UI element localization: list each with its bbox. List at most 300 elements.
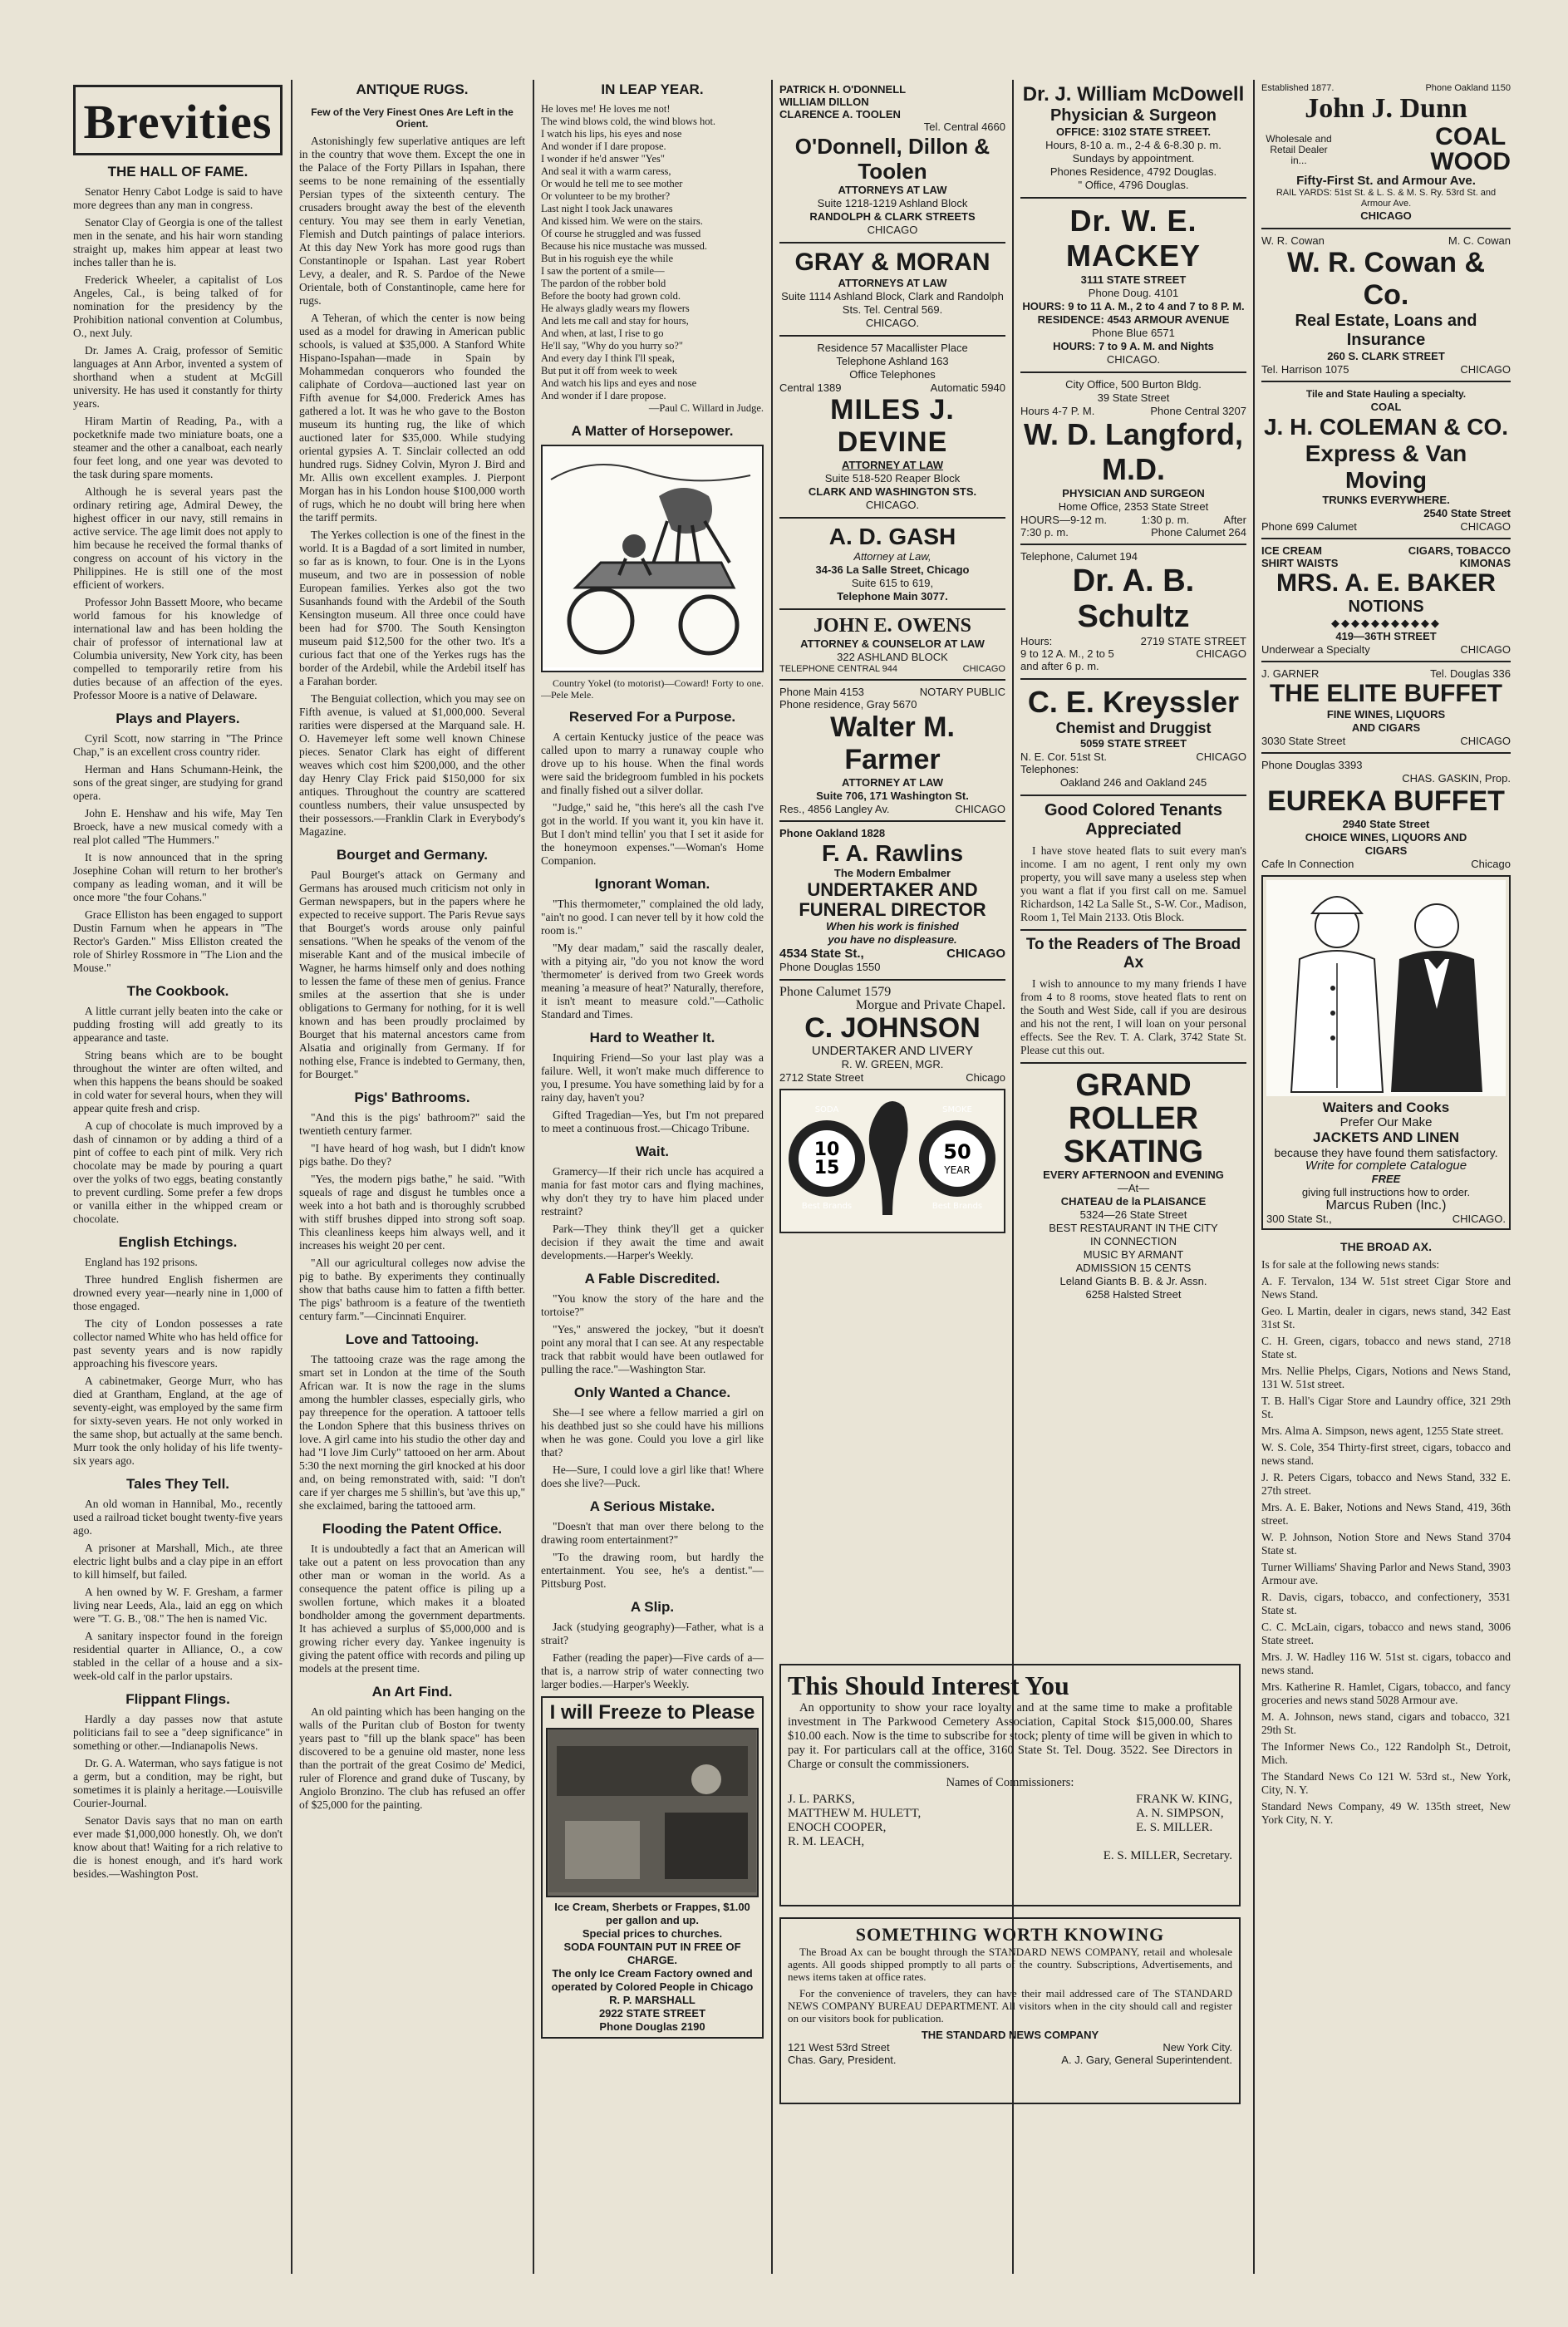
poem-line: Of course he struggled and was fussed <box>541 228 701 239</box>
johnson-name: C. JOHNSON <box>804 1012 981 1044</box>
gray-moran-role: ATTORNEYS AT LAW <box>838 277 947 289</box>
divider <box>1020 678 1246 680</box>
poem-line: And watch his lips and eyes and nose <box>541 377 697 389</box>
odonnell-addr2: RANDOLPH & CLARK STREETS <box>809 210 976 223</box>
ruben-l8: Marcus Ruben (Inc.) <box>1325 1198 1447 1213</box>
poem-line: And lets me call and stay for hours, <box>541 315 689 327</box>
seal-right-year: YEAR <box>944 1164 971 1176</box>
johnson-addr <box>779 1071 1005 1084</box>
divider <box>779 679 1005 681</box>
devine-addr1: Suite 518-520 Reaper Block <box>824 472 961 485</box>
divider <box>779 608 1005 610</box>
poem-line: Or volunteer to be my brother? <box>541 190 671 202</box>
news-stand-entry: Mrs. J. W. Hadley 116 W. 51st st. cigars, tobacco and news stand. <box>1261 1651 1511 1676</box>
brevities-masthead: Brevities <box>73 85 283 155</box>
worth-officers <box>788 2054 1232 2066</box>
wait-heading: Wait. <box>636 1144 669 1159</box>
worth-addr <box>788 2041 1232 2054</box>
paragraph: Cyril Scott, now starring in "The Prince Chap," is an excellent cross country rider. <box>73 732 283 758</box>
poem-line: But in his roguish eye the while <box>541 253 674 264</box>
cowan-firm: W. R. Cowan & Co. <box>1287 247 1485 311</box>
freeze-line: Ice Cream, Sherbets or Frappes, $1.00 per gallon and up. <box>554 1901 750 1926</box>
commissioner-name: E. S. MILLER. <box>1136 1821 1213 1834</box>
slip-body <box>541 1621 764 1691</box>
tobacco-ad-image <box>779 1089 1005 1233</box>
odonnell-ad <box>779 83 1005 237</box>
freeze-lines <box>546 1901 759 2034</box>
elite-street: 3030 State Street <box>1261 735 1346 747</box>
poem-line: I wonder if he'd answer "Yes" <box>541 153 666 165</box>
devine-central: Central 1389 <box>779 381 842 394</box>
poem-line: He'll say, "Why do you hurry so?" <box>541 340 683 352</box>
gray-moran-addr: Suite 1114 Ashland Block, Clark and Randolph Sts. Tel. Central 569. <box>781 290 1004 316</box>
news-stand-entry: R. Davis, cigars, tobacco, and confectionery, 3531 State st. <box>1261 1591 1511 1616</box>
schultz-hours2 <box>1020 647 1246 660</box>
leap-year-heading: IN LEAP YEAR. <box>601 81 704 97</box>
johnson-city: Chicago <box>966 1071 1005 1084</box>
ruben-city: CHICAGO. <box>1452 1213 1506 1225</box>
kreyssler-name: C. E. Kreyssler <box>1027 685 1240 719</box>
news-stand-entry: W. S. Cole, 354 Thirty-first street, cigars, tobacco and news stand. <box>1261 1441 1511 1467</box>
skating-l11: ADMISSION 15 CENTS <box>1075 1262 1192 1274</box>
broadax-heading: THE BROAD AX. <box>1340 1240 1432 1253</box>
paragraph: "Yes, the modern pigs bathe," he said. "With squeals of rage and disgust he tumbles once a week into a hot bath and is thoroughly scrubbed with stiff brushes dipped into strong soft soap. This cleanliness keeps him always well, and it increases his weight 20 per cent. <box>299 1173 525 1252</box>
paragraph: Dr. James A. Craig, professor of Semitic languages at Ann Arbor, invented a system of shorthand when a student at McGill university. He has used it constantly for thirty years. <box>73 344 283 410</box>
waiter-cook-illustration <box>1266 880 1506 1096</box>
column-1 <box>73 80 283 2290</box>
mcdowell-role: Physician & Surgeon <box>1049 106 1217 125</box>
cowan-phone: Tel. Harrison 1075 <box>1261 363 1349 376</box>
news-stand-entry: The Informer News Co., 122 Randolph St., Detroit, Mich. <box>1261 1740 1511 1766</box>
farmer-res <box>779 803 1005 815</box>
rawlins-slogan2: you have no displeasure. <box>828 933 957 946</box>
gray-moran-city: CHICAGO. <box>865 317 920 329</box>
eureka-city: Chicago <box>1471 858 1511 870</box>
mackey-phone: Phone Doug. 4101 <box>1088 287 1179 299</box>
paragraph: "All our agricultural colleges now advise the pig to bathe. By experiments they continually show that baths cause him to fatten a fifth better. The pigs' bathroom is a feature of the twentieth century farm."—Cincinnati Enquirer. <box>299 1257 525 1322</box>
attorney-name: PATRICK H. O'DONNELL <box>779 83 907 96</box>
dunn-est <box>1261 83 1511 93</box>
divider <box>1261 228 1511 229</box>
mackey-res: RESIDENCE: 4543 ARMOUR AVENUE <box>1037 313 1230 326</box>
column-rule <box>1253 80 1255 2274</box>
broadax-intro: Is for sale at the following news stands: <box>1261 1258 1440 1271</box>
devine-top4 <box>779 381 1005 394</box>
skating-l8: BEST RESTAURANT IN THE CITY <box>1049 1222 1218 1234</box>
devine-top2: Telephone Ashland 163 <box>836 355 949 367</box>
paragraph: Astonishingly few superlative antiques are left in the country that wove them. Except the one in the Palace of the Forty Pillars in Ispahan, there seems to be none remaining of the essentially Persian types of the sixteenth century. The crusaders brought away the best of the eleventh century. You may see them in early Venetian, Flemish and Dutch paintings of palace interiors. At this day New York has more good rugs than Constantinople or Ispahan. Last year Robert Levy, a dealer, and R. S. Pardoe of the Newe Orientale, both of Constantinople, came here for rugs. <box>299 135 525 307</box>
farmer-addr: Suite 706, 171 Washington St. <box>816 790 969 802</box>
divider <box>1020 929 1246 931</box>
ruben-l4: because they have found them satisfactory. <box>1274 1146 1498 1159</box>
dunn-addr: Fifty-First St. and Armour Ave. <box>1296 174 1476 188</box>
paragraph: Herman and Hans Schumann-Heink, the sons of the great singer, are studying for grand opera. <box>73 763 283 802</box>
reserved-heading: Reserved For a Purpose. <box>568 709 736 725</box>
coleman-top: Tile and State Hauling a specialty. <box>1305 388 1467 400</box>
schultz-tel: Telephone, Calumet 194 <box>1020 550 1138 563</box>
worth-street: 121 West 53rd Street <box>788 2041 890 2054</box>
farmer-top <box>779 686 1005 698</box>
dunn-established: Established 1877. <box>1261 83 1335 93</box>
elite-ad <box>1261 667 1511 747</box>
paragraph: Inquiring Friend—So your last play was a failure. Well, it won't make much difference to you, I presume. You have something laid by for a rainy day, haven't you? <box>541 1051 764 1104</box>
kreyssler-addr: 5059 STATE STREET <box>1079 737 1187 750</box>
odonnell-names <box>779 83 1005 121</box>
plays-heading: Plays and Players. <box>116 711 240 726</box>
paragraph: He—Sure, I could love a girl like that! Where does she live?—Puck. <box>541 1464 764 1489</box>
seal-left-lower: 15 <box>813 1158 840 1178</box>
baker-under-row <box>1261 643 1511 656</box>
tales-body <box>73 1498 283 1683</box>
paragraph: "My dear madam," said the rascally dealer, with a pitying air, "do you not know the word 'thermometer' is derived from two Greek words meaning 'a measure of heat?' Naturally, therefore, it isn't meant to measure cold."—Catholic Standard and Times. <box>541 942 764 1021</box>
mackey-name: Dr. W. E. MACKEY <box>1065 204 1201 273</box>
poem-line: And seal it with a warm caress, <box>541 165 671 177</box>
freeze-line: 2922 STATE STREET <box>598 2007 706 2020</box>
seal-right-bottom: Best Brands <box>931 1202 983 1211</box>
worth-body2: For the convenience of travelers, they can have their mail addressed care of The STANDARD NEWS COMPANY BUREAU DEPARTMENT. All visitors when in the city should call and register on our visitors book for publication. <box>788 1987 1232 2024</box>
paragraph: The Benguiat collection, which you may see on Fifth avenue, is valued at $1,000,000. Several rarities were dispersed at the Marquand sale. H. O. Havemeyer left some well known Chinese pieces. Senator Clark has eight of different weaves which cost him $200,000, and the other day Henry Clay Frick paid $150,000 for six antiques. Throughout the country are scattered countless numbers, their value unsuspected by their possessors.—Franklin Clark in Everybody's Magazine. <box>299 692 525 838</box>
gash-addr: 34-36 La Salle Street, Chicago <box>815 563 970 576</box>
farmer-phone-res: Phone residence, Gray 5670 <box>779 698 917 711</box>
eureka-phone: Phone Douglas 3393 <box>1261 759 1363 771</box>
cowan-addr: 260 S. CLARK STREET <box>1327 350 1445 362</box>
baker-under: Underwear a Specialty <box>1261 643 1370 656</box>
chance-body <box>541 1406 764 1490</box>
weather-heading: Hard to Weather It. <box>589 1030 715 1045</box>
gash-role: Attorney at Law, <box>853 550 931 563</box>
paragraph: "To the drawing room, but hardly the entertainment. You see, he's a dentist."—Pittsburg Post. <box>541 1551 764 1590</box>
readers-heading: To the Readers of The Broad Ax <box>1025 936 1241 972</box>
interest-heading: This Should Interest You <box>788 1670 1069 1700</box>
cowan-l2: Insurance <box>1346 331 1426 349</box>
mackey-res-hours: HOURS: 7 to 9 A. M. and Nights <box>1053 340 1214 352</box>
dunn-city: CHICAGO <box>1360 209 1412 222</box>
baker-name: MRS. A. E. BAKER <box>1276 569 1496 597</box>
divider <box>779 335 1005 337</box>
leap-year-credit: —Paul C. Willard in Judge. <box>648 402 764 414</box>
langford-role: PHYSICIAN AND SURGEON <box>1062 487 1205 499</box>
mistake-body <box>541 1520 764 1591</box>
poem-line: Before the booty had grown cold. <box>541 290 681 302</box>
poem-line: And kissed him. We were on the stairs. <box>541 215 703 227</box>
artfind-heading: An Art Find. <box>371 1684 453 1700</box>
paragraph: Three hundred English fishermen are drowned every year—nearly nine in 1,000 of those engaged. <box>73 1273 283 1312</box>
rawlins-slogan1: When his work is finished <box>826 920 959 932</box>
seal-left-top: SODA <box>814 1105 839 1114</box>
paragraph: It is undoubtedly a fact that an American will take out a patent on less provocation than any other man or woman in the world. As a consequence the patent office is piling up a swollen fortune, which makes it a bloated bondholder among the government departments. It has achieved a surplus of $5,000,000 and is growing richer every day. Yankee ingenuity is giving the patent office with records and piling up models at the present time. <box>299 1542 525 1675</box>
kreyssler-corner-addr: N. E. Cor. 51st St. <box>1020 750 1108 763</box>
news-stands-list <box>1261 1275 1511 1827</box>
paragraph: Jack (studying geography)—Father, what is a strait? <box>541 1621 764 1646</box>
divider <box>1020 1062 1246 1064</box>
rugs-subhead: Few of the Very Finest Ones Are Left in the Orient. <box>311 106 514 130</box>
cowan-name-1: W. R. Cowan <box>1261 234 1325 247</box>
freeze-line: SODA FOUNTAIN PUT IN FREE OF CHARGE. <box>563 1941 741 1966</box>
horsepower-heading: A Matter of Horsepower. <box>571 423 734 439</box>
mackey-addr: 3111 STATE STREET <box>1080 273 1187 286</box>
paragraph: Senator Davis says that no man on earth ever made $1,000,000 honestly. Oh, we don't know about that! Waiting for a rich relative to die is honest enough, and it's hard work besides.—Washington Post. <box>73 1814 283 1880</box>
patent-heading: Flooding the Patent Office. <box>322 1521 503 1537</box>
column-6 <box>1261 80 1511 2290</box>
langford-h2 <box>1020 514 1246 526</box>
leap-year-poem <box>541 103 764 402</box>
divider <box>1261 752 1511 754</box>
ruben-ad <box>1261 875 1511 1230</box>
news-stand-entry: W. P. Johnson, Notion Store and News Stand 3704 State st. <box>1261 1531 1511 1557</box>
interest-secretary: E. S. MILLER, Secretary. <box>1103 1849 1232 1862</box>
attorney-name: WILLIAM DILLON <box>779 96 869 108</box>
divider <box>1020 544 1246 545</box>
news-stand-entry: Mrs. Katherine R. Hamlet, Cigars, tobacco, and fancy groceries and news stand 5028 Armour ave. <box>1261 1680 1511 1706</box>
gash-name: A. D. GASH <box>828 524 956 549</box>
commissioners-right <box>1136 1793 1232 1849</box>
slip-heading: A Slip. <box>630 1599 675 1615</box>
paragraph: England has 192 prisons. <box>85 1256 198 1268</box>
paragraph: "Doesn't that man over there belong to the drawing room entertainment?" <box>541 1520 764 1546</box>
baker-ad <box>1261 544 1511 656</box>
langford-home: Home Office, 2353 State Street <box>1058 500 1209 513</box>
paragraph: A little currant jelly beaten into the cake or pudding frosting will add greatly to its appearance and taste. <box>73 1005 283 1044</box>
parlor-icon <box>548 1729 757 1892</box>
commissioner-name: MATTHEW M. HULETT, <box>788 1807 922 1820</box>
column-rule <box>771 80 773 2274</box>
odonnell-tel: Tel. Central 4660 <box>923 121 1005 133</box>
coleman-role: Express & Van Moving <box>1305 440 1467 493</box>
worth-superintendent: A. J. Gary, General Superintendent. <box>1061 2054 1232 2066</box>
mcdowell-phones2: " Office, 4796 Douglas. <box>1078 179 1189 191</box>
bourget-heading: Bourget and Germany. <box>337 847 488 863</box>
paragraph: Although he is several years past the ordinary retiring age, Admiral Dewey, the highest officer in our navy, still remains in active service. The age limit does not apply to him because he received the formal thanks of congress on account of his victory in the Philippines. He is still one of the most efficient of workers. <box>73 485 283 591</box>
divider <box>1261 381 1511 382</box>
paragraph: Frederick Wheeler, a capitalist of Los Angeles, Cal., is being talked of for nomination for the presidency by the Prohibition national convention at Columbus, O., next July. <box>73 273 283 339</box>
rawlins-addr <box>779 947 1005 961</box>
devine-ad <box>779 342 1005 512</box>
rugs-body <box>299 135 525 839</box>
paragraph: An old woman in Hannibal, Mo., recently used a railroad ticket bought twenty-five years ago. <box>73 1498 283 1537</box>
freeze-line: R. P. MARSHALL <box>609 1994 696 2006</box>
gash-suite: Suite 615 to 619, <box>851 577 934 589</box>
ruben-l1: Waiters and Cooks <box>1322 1100 1450 1115</box>
dunn-yards: RAIL YARDS: 51st St. & L. S. & M. S. Ry. 53rd St. and Armour Ave. <box>1276 188 1497 209</box>
dunn-phone: Phone Oakland 1150 <box>1425 83 1511 93</box>
kreyssler-ad <box>1020 685 1246 790</box>
divider <box>779 820 1005 822</box>
odonnell-city: CHICAGO <box>867 224 918 236</box>
coleman-city: CHICAGO <box>1460 520 1511 533</box>
divider <box>779 979 1005 981</box>
skating-l9: IN CONNECTION <box>1090 1235 1177 1247</box>
freeze-heading: I will Freeze to Please <box>549 1701 755 1724</box>
seal-left-bottom: Best Brands <box>801 1202 853 1211</box>
schultz-name: Dr. A. B. Schultz <box>1072 563 1195 634</box>
paragraph: A Teheran, of which the center is now being used as a model for drawing in American public schools, is valued at $35,000. A Stanford White Hispano-Ispahan—made in Spain by Mohammedan conquerors who founded the caliphate of Cordova—auctioned last year on Fifth avenue for $4,000. Frederick Ames has gathered a lot. It was he who gave to the Boston museum its hunting rug, the like of which auctioned later for $35,000. While studying oriental gypsies A. T. Sinclair collected an odd hundred rugs. Sidney Colvin, Myron J. Bird and Mr. Allis own excellent examples. J. Pierpont Morgan has in his London house $100,000 worth of rugs, which he no doubt will bring here when the tariff permits. <box>299 312 525 524</box>
worth-city: New York City. <box>1162 2041 1232 2054</box>
hall-of-fame-heading: THE HALL OF FAME. <box>107 164 248 180</box>
schultz-street: 2719 STATE STREET <box>1140 635 1246 647</box>
tales-heading: Tales They Tell. <box>125 1476 230 1492</box>
coleman-coal: COAL <box>1370 401 1402 413</box>
poem-line: The wind blows cold, the wind blows hot. <box>541 116 716 127</box>
divider <box>1020 371 1246 373</box>
flippant-heading: Flippant Flings. <box>125 1691 230 1707</box>
cookbook-body <box>73 1005 283 1226</box>
worth-company: THE STANDARD NEWS COMPANY <box>921 2029 1099 2041</box>
kreyssler-tel-heading: Telephones: <box>1020 763 1079 775</box>
baker-shirt-waists: SHIRT WAISTS <box>1261 557 1339 569</box>
paragraph: An old painting which has been hanging on the walls of the Puritan club of Boston for twenty years past to "fill up the blank space" has been discovered to be a genuine old master, none less than the portrait of the great Cosimo de' Medici, ruler of Florence and grand duke of Tuscany, by Angiolo Bronzino. The club has refused an offer of $25,000 for the painting. <box>299 1705 525 1811</box>
dunn-dealer: Wholesale and Retail Dealer in... <box>1266 132 1332 166</box>
ignorant-heading: Ignorant Woman. <box>594 876 710 892</box>
rawlins-phone: Phone Oakland 1828 <box>779 827 886 839</box>
poem-line: I watch his lips, his eyes and nose <box>541 128 682 140</box>
schultz-ad <box>1020 550 1246 673</box>
baker-l2 <box>1261 557 1511 569</box>
interest-names-heading: Names of Commissioners: <box>946 1776 1074 1789</box>
news-stand-entry: A. F. Tervalon, 134 W. 51st street Cigar Store and News Stand. <box>1261 1275 1511 1301</box>
paragraph: Hiram Martin of Reading, Pa., with a pocketknife made two miniature boats, one a steamer and the other a canalboat, each nearly four feet long, and one year was devoted to the task during spare moments. <box>73 415 283 480</box>
paragraph: The city of London possesses a rate collector named White who has held office for past seventy years and is now rapidly approaching his fivescore years. <box>73 1317 283 1370</box>
langford-ad <box>1020 378 1246 539</box>
elite-l1: FINE WINES, LIQUORS <box>1326 708 1446 721</box>
devine-top1: Residence 57 Macallister Place <box>817 342 968 354</box>
baker-ice-cream: ICE CREAM <box>1261 544 1322 557</box>
plays-body <box>73 732 283 975</box>
interest-ad <box>779 1664 1241 1906</box>
owens-city: CHICAGO <box>962 664 1005 674</box>
eureka-name: EUREKA BUFFET <box>1267 785 1505 817</box>
johnson-mgr: R. W. GREEN, MGR. <box>841 1058 944 1070</box>
weather-body <box>541 1051 764 1135</box>
skating-ad <box>1020 1069 1246 1301</box>
divider <box>779 517 1005 519</box>
commissioner-name: J. L. PARKS, <box>788 1793 855 1806</box>
paragraph: "And this is the pigs' bathroom?" said the twentieth century farmer. <box>299 1111 525 1137</box>
paragraph: A certain Kentucky justice of the peace was called upon to marry a runaway couple who drove up to his house. When the final words were said the bridegroom fumbled in his pockets and finally fished out a silver dollar. <box>541 731 764 796</box>
langford-hours-time: Hours 4-7 P. M. <box>1020 405 1095 417</box>
paragraph: "This thermometer," complained the old lady, "ain't no good. I can never tell by it how cold the room is." <box>541 898 764 937</box>
wait-body <box>541 1165 764 1262</box>
owens-tel-central: TELEPHONE CENTRAL 944 <box>779 664 898 674</box>
paragraph: A prisoner at Marshall, Mich., ate three electric light bulbs and a clay pipe in an effort to kill himself, but failed. <box>73 1542 283 1581</box>
bourget-body <box>299 868 525 1081</box>
paragraph: A cup of chocolate is much improved by a dash of cinnamon or by adding a third of a pint of coffee to each pint of milk. Very rich chocolate may be made by pouring a quart over the yolks of two eggs, beating constantly to prevent curdling. Some prefer a few drops or vanilla either in the whipped cream or chocolate. <box>73 1119 283 1225</box>
cowan-tel <box>1261 363 1511 376</box>
johnson-phone: Phone Calumet 1579 <box>779 985 892 999</box>
readers-body: I wish to announce to my many friends I have from 4 to 8 rooms, stove heated flats to rent on the South and West Side, call if you are desirous and his not the rent, I will loan on your personal effects. See the Rev. T. A. Clark, 3742 State St. Please cut this out. <box>1020 977 1246 1056</box>
paragraph: "I have heard of hog wash, but I didn't know pigs bathe. Do they? <box>299 1142 525 1168</box>
mackey-hours: HOURS: 9 to 11 A. M., 2 to 4 and 7 to 8 P. M. <box>1022 300 1245 312</box>
chance-heading: Only Wanted a Chance. <box>573 1385 731 1400</box>
paragraph: Park—They think they'll get a quicker decision if they await the time and await developments.—Harper's Weekly. <box>541 1223 764 1262</box>
rawlins-ad <box>779 827 1005 974</box>
commissioner-name: ENOCH COOPER, <box>788 1821 887 1834</box>
column-5 <box>1020 80 1246 1651</box>
mistake-heading: A Serious Mistake. <box>589 1498 715 1514</box>
owens-role: ATTORNEY & COUNSELOR AT LAW <box>800 637 985 650</box>
owens-addr: 322 ASHLAND BLOCK <box>837 651 948 663</box>
farmer-name: Walter M. Farmer <box>830 711 955 775</box>
commissioners-left <box>788 1793 921 1849</box>
rawlins-phone2: Phone Douglas 1550 <box>779 961 881 973</box>
skating-l2: ROLLER <box>1068 1101 1199 1136</box>
ruben-l5: Write for complete Catalogue <box>1305 1159 1467 1173</box>
divider <box>779 242 1005 244</box>
baker-city: CHICAGO <box>1460 643 1511 656</box>
langford-name: W. D. Langford, M.D. <box>1024 417 1243 486</box>
devine-city: CHICAGO. <box>865 499 920 511</box>
elite-garner <box>1261 667 1511 680</box>
baker-kimonas: KIMONAS <box>1459 557 1511 569</box>
ignorant-body <box>541 898 764 1021</box>
news-stand-entry: T. B. Hall's Cigar Store and Laundry office, 321 29th St. <box>1261 1395 1511 1420</box>
eureka-addr: 2940 State Street <box>1342 818 1430 830</box>
news-stand-entry: M. A. Johnson, news stand, cigars and tobacco, 321 29th St. <box>1261 1710 1511 1736</box>
tenants-heading: Good Colored Tenants Appreciated <box>1044 801 1223 839</box>
coleman-trunks: TRUNKS EVERYWHERE. <box>1322 494 1450 506</box>
poem-line: He always gladly wears my flowers <box>541 303 690 314</box>
elite-name: THE ELITE BUFFET <box>1270 680 1502 707</box>
rawlins-street: 4534 State St., <box>779 947 864 961</box>
divider <box>1020 197 1246 199</box>
poem-line: The pardon of the robber bold <box>541 278 666 289</box>
ice-cream-parlor-photo <box>546 1728 759 1897</box>
mcdowell-hours: Hours, 8-10 a. m., 2-4 & 6-8.30 p. m. <box>1045 139 1221 151</box>
elite-proprietor: J. GARNER <box>1261 667 1320 680</box>
news-stand-entry: Mrs. Nellie Phelps, Cigars, Notions and News Stand, 131 W. 51st street. <box>1261 1365 1511 1390</box>
rawlins-line2: FUNERAL DIRECTOR <box>799 899 986 920</box>
news-stand-entry: Standard News Company, 49 W. 135th street, New York City, N. Y. <box>1261 1800 1511 1826</box>
langford-h2-morning: HOURS—9-12 m. <box>1020 514 1108 526</box>
coleman-ad <box>1261 387 1511 533</box>
coleman-name: J. H. COLEMAN & CO. <box>1263 414 1508 440</box>
news-stand-entry: Geo. L Martin, dealer in cigars, news stand, 342 East 31st St. <box>1261 1305 1511 1331</box>
gash-tel: Telephone Main 3077. <box>837 590 948 603</box>
divider <box>1261 538 1511 539</box>
baker-cigars: CIGARS, TOBACCO <box>1408 544 1511 557</box>
mcdowell-name: Dr. J. William McDowell <box>1022 83 1245 106</box>
gash-ad <box>779 524 1005 603</box>
paragraph: Professor John Bassett Moore, who became world famous for his knowledge of international law and has been holding the chair of professor of international law at Columbia university, New York city, has been compelled to temporarily retire from his duties because of an affection of the eyes. Professor Moore is a native of Delaware. <box>73 596 283 701</box>
rawlins-city: CHICAGO <box>946 947 1005 961</box>
kreyssler-city: CHICAGO <box>1196 750 1246 763</box>
johnson-street: 2712 State Street <box>779 1071 864 1084</box>
skating-l12: Leland Giants B. B. & Jr. Assn. <box>1059 1275 1207 1287</box>
johnson-role: UNDERTAKER AND LIVERY <box>811 1044 974 1058</box>
patent-body <box>299 1542 525 1675</box>
etchings-heading: English Etchings. <box>118 1234 238 1250</box>
skating-l10: MUSIC BY ARMANT <box>1083 1248 1184 1261</box>
fable-heading: A Fable Discredited. <box>584 1271 720 1286</box>
paragraph: "You know the story of the hare and the tortoise?" <box>541 1292 764 1318</box>
eureka-cafe-text: Cafe In Connection <box>1261 858 1354 870</box>
mcdowell-sunday: Sundays by appointment. <box>1072 152 1195 165</box>
devine-role: ATTORNEY AT LAW <box>841 459 944 471</box>
skating-l13: 6258 Halsted Street <box>1085 1288 1182 1301</box>
owens-ad <box>779 615 1005 674</box>
paragraph: It is now announced that in the spring Josephine Cohan will return to her brother's company as leading woman, and it will be once more "the four Cohans." <box>73 851 283 903</box>
freeze-line: The only Ice Cream Factory owned and operated by Colored People in Chicago <box>551 1967 754 1993</box>
news-stand-entry: Mrs. A. E. Baker, Notions and News Stand, 419, 36th street. <box>1261 1501 1511 1527</box>
fable-body <box>541 1292 764 1376</box>
cowan-name-2: M. C. Cowan <box>1448 234 1511 247</box>
farmer-phone: Phone Main 4153 <box>779 686 864 698</box>
paragraph: Hardly a day passes now that astute politicians fail to see a "deep significance" in something or other.—Indianapolis News. <box>73 1713 283 1752</box>
worth-body1: The Broad Ax can be bought through the STANDARD NEWS COMPANY, retail and wholesale agents. All goods shipped promptly to all parts of the country. Subscriptions, Advertisements, and news items taken at office rates. <box>788 1946 1232 1983</box>
cowan-l1: Real Estate, Loans and <box>1295 312 1477 330</box>
poem-line: And wonder if I dare propose. <box>541 390 666 401</box>
eureka-l2: CIGARS <box>1364 844 1408 857</box>
langford-h2-after: After <box>1223 514 1246 526</box>
